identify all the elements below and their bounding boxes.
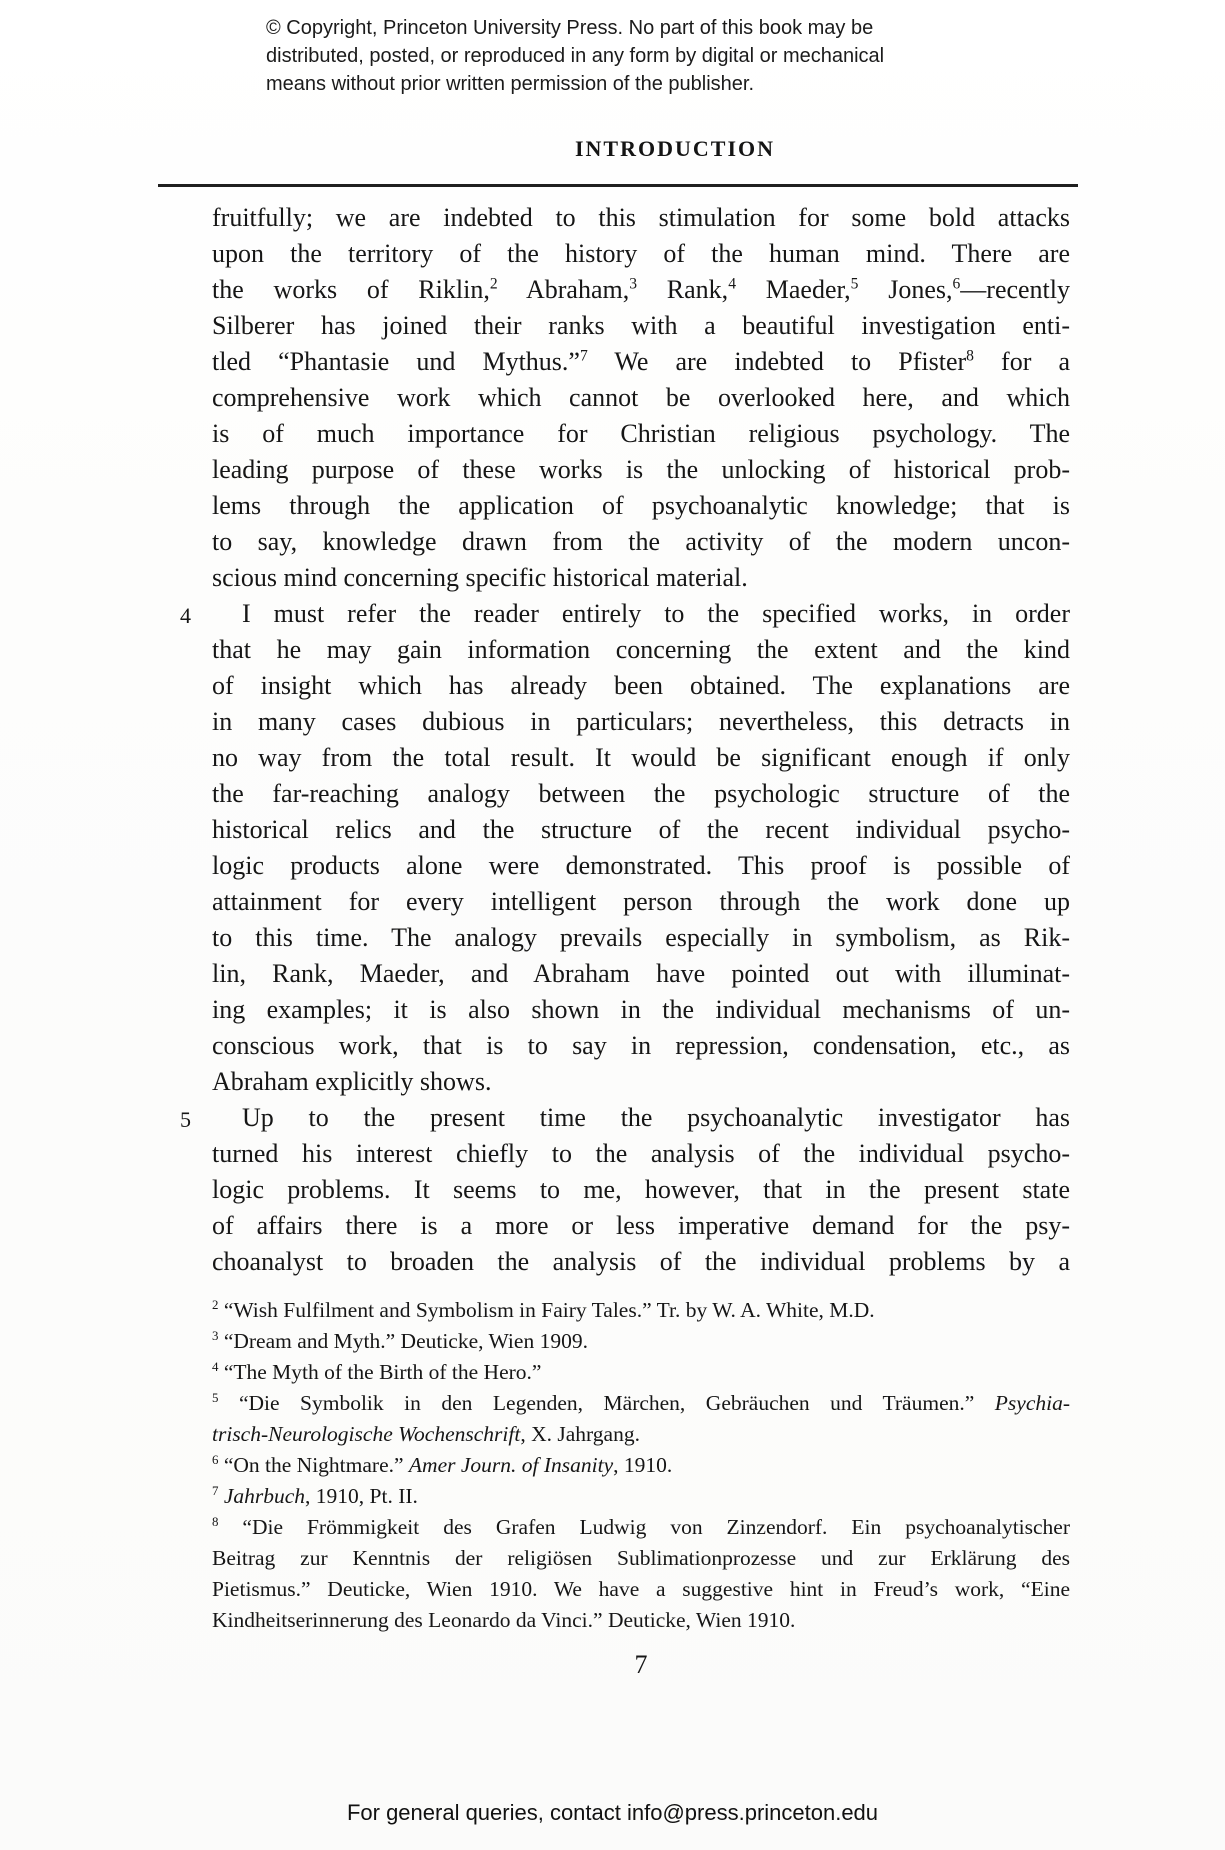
text-segment: turned his interest chiefly to the analysis of the individual psycho- [212,1139,1070,1168]
text-segment: “The Myth of the Birth of the Hero.” [218,1360,542,1384]
footnote-marker: 4 [212,1359,219,1374]
text-segment: Pietismus.” Deuticke, Wien 1910. We have a suggestive hint in Freud’s work, “Eine [212,1577,1070,1601]
text-segment: “Wish Fulfilment and Symbolism in Fairy Tales.” Tr. by W. A. White, M.D. [218,1298,875,1322]
text-line [212,632,1070,668]
footnote [212,1295,1070,1326]
text-segment: no way from the total result. It would be significant enough if only [212,743,1070,772]
text-segment: of insight which has already been obtained. The explanations are [212,671,1070,700]
text-segment: Silberer has joined their ranks with a beautiful investigation enti- [212,311,1070,340]
footnote-marker: 8 [212,1514,219,1529]
text-line [212,488,1070,524]
copyright-line: distributed, posted, or reproduced in any form by digital or mechanical [266,45,885,67]
footnote-marker: 2 [212,1297,219,1312]
text-segment: Rank, [637,275,729,304]
text-segment: “Die Frömmigkeit des Grafen Ludwig von Zinzendorf. Ein psychoanalytischer [218,1515,1070,1539]
text-segment: trisch-Neurologische Wochenschrift [212,1422,521,1446]
body-text [180,200,1070,1280]
footnotes [212,1295,1070,1636]
text-line [212,560,1070,596]
text-segment: logic problems. It seems to me, however, that in the present state [212,1175,1070,1204]
text-line [212,668,1070,704]
footnote-line [212,1357,1070,1388]
text-line [212,596,1070,632]
text-line [212,380,1070,416]
paragraph [180,1100,1070,1280]
paragraph [180,596,1070,1100]
footnote-line [212,1295,1070,1326]
text-segment: Jahrbuch [223,1484,306,1508]
text-line [212,344,1070,380]
text-line [212,920,1070,956]
text-line [212,1136,1070,1172]
text-segment: Abraham explicitly shows. [212,1067,492,1096]
text-line [212,452,1070,488]
footnote-ref: 4 [728,275,736,293]
footnote-ref: 3 [629,275,638,293]
page-number: 7 [634,1650,648,1679]
text-segment: to say, knowledge drawn from the activity of the modern uncon- [212,527,1070,556]
text-segment: to this time. The analogy prevails especially in symbolism, as Rik- [212,923,1070,952]
text-segment: “Dream and Myth.” Deuticke, Wien 1909. [218,1329,588,1353]
text-line [212,956,1070,992]
text-segment: “On the Nightmare.” [218,1453,409,1477]
paragraph [212,200,1070,596]
text-segment: lems through the application of psychoanalytic knowledge; that is [212,491,1070,520]
footnote [212,1357,1070,1388]
text-line [212,704,1070,740]
footnote-line [212,1481,1070,1512]
text-segment: of affairs there is a more or less imperative demand for the psy- [212,1211,1070,1240]
text-segment: scious mind concerning specific historical material. [212,563,748,592]
text-line [212,1208,1070,1244]
footnote [212,1481,1070,1512]
running-head: INTRODUCTION [574,136,776,161]
text-segment: leading purpose of these works is the unlocking of historical prob- [212,455,1070,484]
footnote-line [212,1388,1070,1419]
text-segment: Jones, [858,275,953,304]
header-rule [158,184,1078,187]
text-segment: upon the territory of the history of the human mind. There are [212,239,1070,268]
text-segment: Psychia- [994,1391,1070,1415]
text-segment: is of much importance for Christian religious psychology. The [212,419,1070,448]
footnote [212,1326,1070,1357]
text-segment: that he may gain information concerning the extent and the kind [212,635,1070,664]
text-line [212,524,1070,560]
text-line [212,416,1070,452]
footnote-line [212,1512,1070,1543]
footnote [212,1450,1070,1481]
text-segment: historical relics and the structure of the recent individual psycho- [212,815,1070,844]
footnote-line [212,1326,1070,1357]
text-segment: We are indebted to Pfister [587,347,967,376]
copyright-line: © Copyright, Princeton University Press. No part of this book may be [266,17,874,39]
text-line [212,812,1070,848]
footnote-ref: 2 [489,275,498,293]
footnote-ref: 6 [952,275,961,293]
text-line [212,1064,1070,1100]
text-line [212,884,1070,920]
text-line [212,236,1070,272]
text-segment: the far-reaching analogy between the psychologic structure of the [212,779,1070,808]
text-segment: I must refer the reader entirely to the specified works, in order [242,599,1070,628]
text-segment: the works of Riklin, [212,275,490,304]
text-line [212,1028,1070,1064]
paragraph-number: 5 [180,1107,191,1132]
footnote-ref: 7 [579,347,588,365]
text-line [212,740,1070,776]
text-line [212,992,1070,1028]
paragraph-number: 4 [180,603,191,628]
text-segment: “Die Symbolik in den Legenden, Märchen, Gebräuchen und Träumen.” [218,1391,995,1415]
text-segment: for a [973,347,1070,376]
footnote-marker: 5 [212,1390,219,1405]
footnote-marker: 7 [212,1483,219,1498]
text-segment: Abraham, [497,275,630,304]
copyright-notice [266,14,884,98]
text-segment: Amer Journ. of Insanity [408,1453,614,1477]
footnote-ref: 8 [966,347,974,365]
footnote-line [212,1605,1070,1636]
text-segment: Kindheitserinnerung des Leonardo da Vinci.” Deuticke, Wien 1910. [212,1608,796,1632]
text-segment: , 1910. [613,1453,673,1477]
text-segment: —recently [960,275,1070,304]
text-segment: Beitrag zur Kenntnis der religiösen Sublimationprozesse und zur Erklärung des [212,1546,1070,1570]
text-segment: ing examples; it is also shown in the individual mechanisms of un- [212,995,1070,1024]
footnote-marker: 3 [212,1328,219,1343]
text-line [212,1100,1070,1136]
text-line [212,200,1070,236]
text-segment: comprehensive work which cannot be overlooked here, and which [212,383,1070,412]
text-segment: tled “Phantasie und Mythus.” [212,347,580,376]
footnote-ref: 5 [850,275,859,293]
text-segment: fruitfully; we are indebted to this stimulation for some bold attacks [212,203,1070,232]
footnote-marker: 6 [212,1452,219,1467]
footnote [212,1388,1070,1450]
footnote-line [212,1574,1070,1605]
text-segment: Up to the present time the psychoanalytic investigator has [242,1103,1070,1132]
footer-contact: For general queries, contact info@press.princeton.edu [346,1800,879,1825]
footnote-line [212,1543,1070,1574]
text-line [212,1244,1070,1280]
text-segment: Maeder, [735,275,851,304]
footnote-line [212,1419,1070,1450]
footnote-line [212,1450,1070,1481]
footnote [212,1512,1070,1636]
text-segment: , 1910, Pt. II. [305,1484,418,1508]
text-line [212,776,1070,812]
text-segment: , X. Jahrgang. [520,1422,640,1446]
text-line [212,272,1070,308]
text-segment: choanalyst to broaden the analysis of the individual problems by a [212,1247,1070,1276]
text-line [212,1172,1070,1208]
copyright-line: means without prior written permission of the publisher. [266,73,755,95]
text-segment: attainment for every intelligent person through the work done up [212,887,1070,916]
text-segment: in many cases dubious in particulars; nevertheless, this detracts in [212,707,1070,736]
text-segment: conscious work, that is to say in repression, condensation, etc., as [212,1031,1070,1060]
text-segment: lin, Rank, Maeder, and Abraham have pointed out with illuminat- [212,959,1070,988]
text-segment: logic products alone were demonstrated. This proof is possible of [212,851,1070,880]
text-line [212,308,1070,344]
text-line [212,848,1070,884]
